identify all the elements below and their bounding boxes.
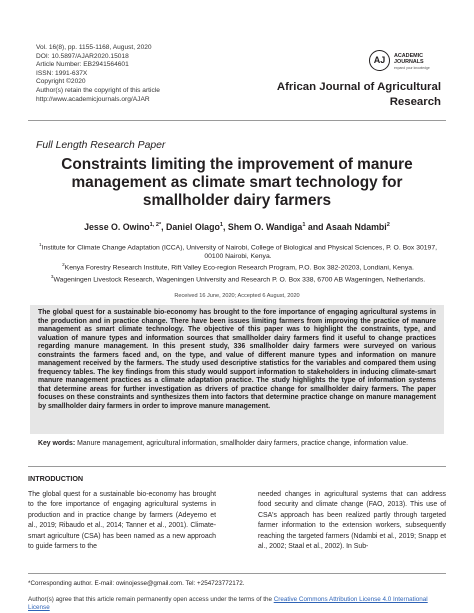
journal-name: African Journal of Agricultural Research bbox=[276, 81, 441, 108]
footer-divider bbox=[28, 573, 446, 574]
author-list: Jesse O. Owino$^{1, 2*}$, Daniel Olago$^1$, Shem O. Wandiga$^1$ and Asaah Ndambi$^2$ bbox=[84, 222, 390, 232]
affiliation-item: $^3$Wageningen Livestock Research, Wageningen University and Research P. O. Box 338, 6700 AB Wageningen, Netherlands. bbox=[50, 274, 426, 284]
license-link[interactable]: Creative Commons Attribution License 4.0 International License bbox=[28, 596, 428, 612]
abstract-text: The global quest for a sustainable bio-economy has brought to the fore importance of engaging agricultural systems in the production and in practice change. There have been issues limiting farmers from improving the practice of manure management as smart climate technology. The objective of this paper was to highlight the constraints, type, and valuation of manure types and information sources that smallholder dairy farmers find it useful to change practices regarding manure management. In this present study, 336 smallholder dairy farmers were surveyed on various constraints the farmers faced and, on the type, and value of different manure types and information on manure management received by the farmers. The study used descriptive statistics for the variables and compared them using frequency tables. The key findings from this study would support information to stakeholders in inducing climate-smart manure management practices as a climate adaptation practice. The study highlights the type of information systems that determine areas for further investigation as drivers of practice change for smallholder dairy farmers. The paper focuses on these constraints and synthesizes them into factors that determine practice change on manure management by smallholder dairy farmers in order to improve manure management. bbox=[38, 309, 436, 411]
meta-issn: ISSN: 1991-637X bbox=[36, 69, 88, 77]
received-dates: Received 16 June, 2020; Accepted 6 August, 2020 bbox=[174, 293, 300, 299]
author-name: Shem O. Wandiga bbox=[227, 222, 303, 232]
keywords-label: Key words: bbox=[38, 440, 76, 447]
affiliation-item: $^1$Institute for Climate Change Adaptation (ICCA), University of Nairobi, College of Biological and Physical Sciences, P. O. Box 30197, 00100 Nairobi, Kenya. bbox=[39, 242, 437, 260]
affiliation-item: $^2$Kenya Forestry Research Institute, Rift Valley Eco-region Research Program, P.O. Box 382-20203, Londiani, Kenya. bbox=[62, 262, 414, 272]
logo-name: ACADEMIC JOURNALS bbox=[394, 53, 424, 66]
paper-title: Constraints limiting the improvement of manure management as climate smart technology for smallholder dairy farmers bbox=[61, 156, 413, 210]
publisher-logo bbox=[369, 50, 466, 80]
logo-tagline: expand your knowledge bbox=[394, 66, 430, 70]
article-type: Full Length Research Paper bbox=[36, 140, 166, 151]
introduction-heading: INTRODUCTION bbox=[28, 474, 84, 483]
author-name: Daniel Olago bbox=[166, 222, 220, 232]
meta-copyright: Copyright ©2020 bbox=[36, 78, 86, 86]
license-notice: Author(s) agree that this article remain permanently open access under the terms of the Creative Commons Attribution License 4.0 International License bbox=[28, 596, 428, 612]
intro-column-left: The global quest for a sustainable bio-economy has brought to the fore importance of engaging agricultural systems in production and in practice change by farmers (Adeyemo et al., 2019; Ribaudo et al., 2014; Tanner et al., 2001). Climate-smart agriculture (CSA) has been named as a new approach to guide farmers to the bbox=[28, 491, 216, 551]
keywords-text: Manure management, agricultural information, smallholder dairy farmers, practice change, information value. bbox=[77, 440, 408, 447]
meta-volume: Vol. 16(8), pp. 1155-1168, August, 2020 bbox=[36, 44, 152, 51]
article-metadata bbox=[36, 44, 160, 104]
author-name: Asaah Ndambi bbox=[325, 222, 387, 232]
meta-doi: DOI: 10.5897/AJAR2020.15018 bbox=[36, 52, 129, 60]
keywords bbox=[38, 440, 436, 449]
meta-url[interactable]: http://www.academicjournals.org/AJAR bbox=[36, 95, 150, 103]
meta-author-rights: Author(s) retain the copyright of this article bbox=[36, 86, 160, 94]
author-name: Jesse O. Owino bbox=[84, 222, 150, 232]
intro-column-right: needed changes in agricultural systems that can address food security and climate change (FAO, 2013). This use of CSA's approach has been realized partly through targeted farmer information to the extension workers, subsequently reaching the targeted farmers (Ndambi et al., 2019; Snapp et al., 2002; Staal et al., 2002). In Sub- bbox=[258, 491, 446, 551]
meta-article-number: Article Number: EB2941564601 bbox=[36, 61, 129, 69]
logo-aj-icon: AJ bbox=[369, 50, 390, 71]
header-divider bbox=[28, 120, 446, 121]
section-divider bbox=[28, 466, 446, 467]
corresponding-author: *Corresponding author. E-mail: owinojesse@gmail.com. Tel: +254723772172. bbox=[28, 580, 245, 587]
affiliations bbox=[36, 241, 440, 285]
